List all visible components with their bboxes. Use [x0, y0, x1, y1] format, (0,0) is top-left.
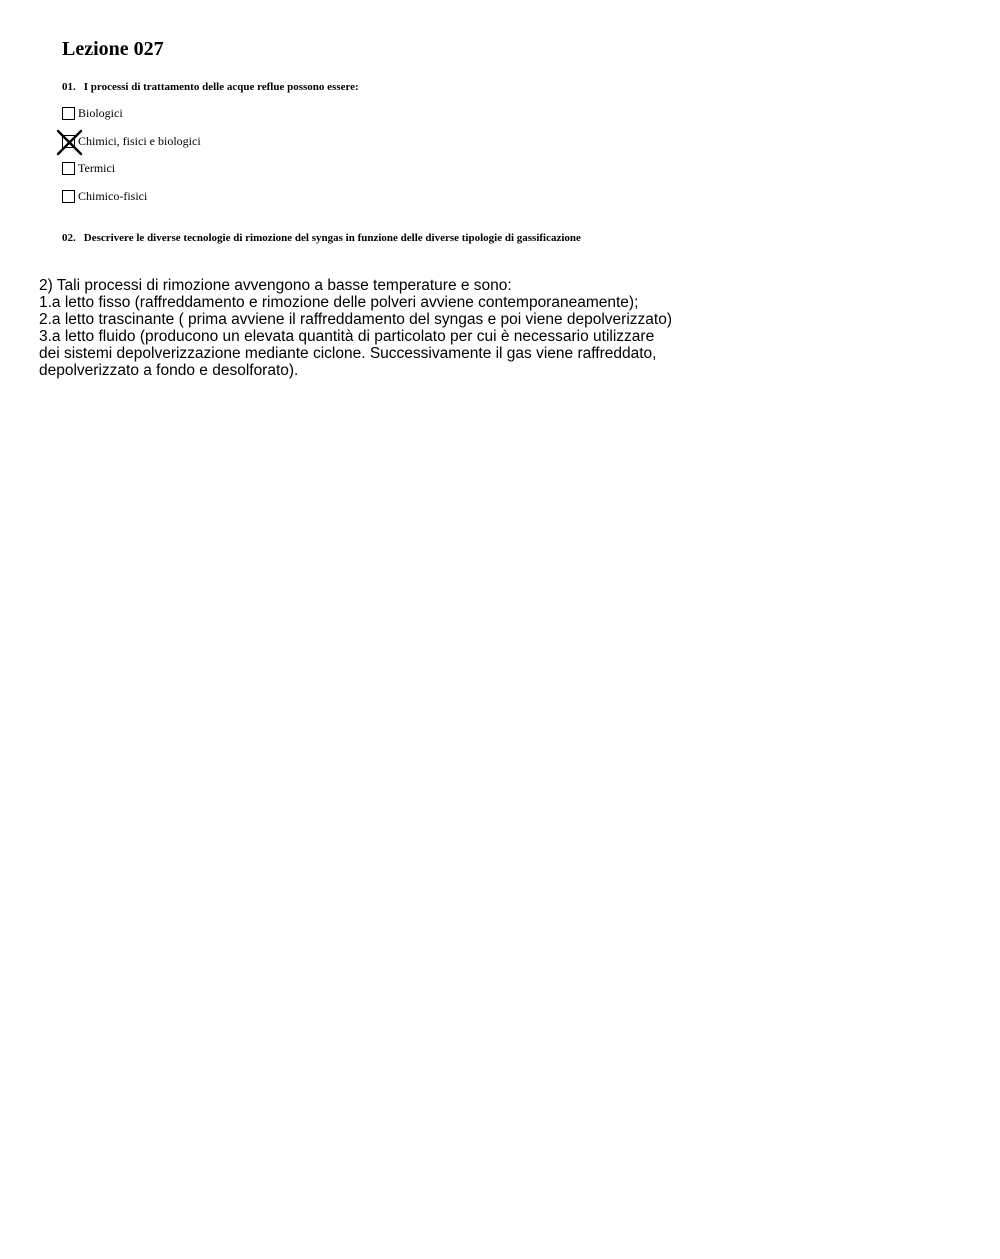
page-title: Lezione 027: [62, 38, 164, 60]
option-termici[interactable]: [62, 160, 115, 176]
option-chimici-fisici-biologici[interactable]: [62, 133, 201, 149]
answer-line: depolverizzato a fondo e desolforato).: [39, 362, 299, 379]
answer-text: [39, 277, 759, 379]
checkbox[interactable]: [62, 107, 75, 120]
answer-line: 3.a letto fluido (producono un elevata quantità di particolato per cui è necessario utilizzare: [39, 328, 655, 345]
question-text: I processi di trattamento delle acque reflue possono essere:: [83, 81, 359, 93]
cross-mark-icon: [57, 130, 82, 155]
question-02: [62, 231, 581, 245]
option-label: Chimici, fisici e biologici: [78, 133, 201, 148]
option-label: Chimico-fisici: [78, 188, 148, 203]
answer-line: 1.a letto fisso (raffreddamento e rimozione delle polveri avviene contemporaneamente);: [39, 294, 639, 311]
option-chimico-fisici[interactable]: [62, 188, 147, 204]
option-label: Biologici: [78, 105, 123, 120]
question-text: Descrivere le diverse tecnologie di rimozione del syngas in funzione delle diverse tipologie di gassificazione: [83, 232, 581, 244]
answer-line: dei sistemi depolverizzazione mediante ciclone. Successivamente il gas viene raffreddato,: [39, 345, 657, 362]
answer-line: 2) Tali processi di rimozione avvengono a basse temperature e sono:: [39, 277, 512, 294]
answer-line: 2.a letto trascinante ( prima avviene il raffreddamento del syngas e poi viene depolverizzato): [39, 311, 672, 328]
checkbox[interactable]: [62, 190, 75, 203]
question-number: 01.: [62, 81, 76, 93]
question-01: [62, 80, 359, 94]
option-label: Termici: [78, 160, 116, 175]
question-number: 02.: [62, 232, 76, 244]
option-biologici[interactable]: [62, 105, 123, 121]
checkbox[interactable]: [62, 162, 75, 175]
checkbox-checked[interactable]: [62, 135, 75, 148]
